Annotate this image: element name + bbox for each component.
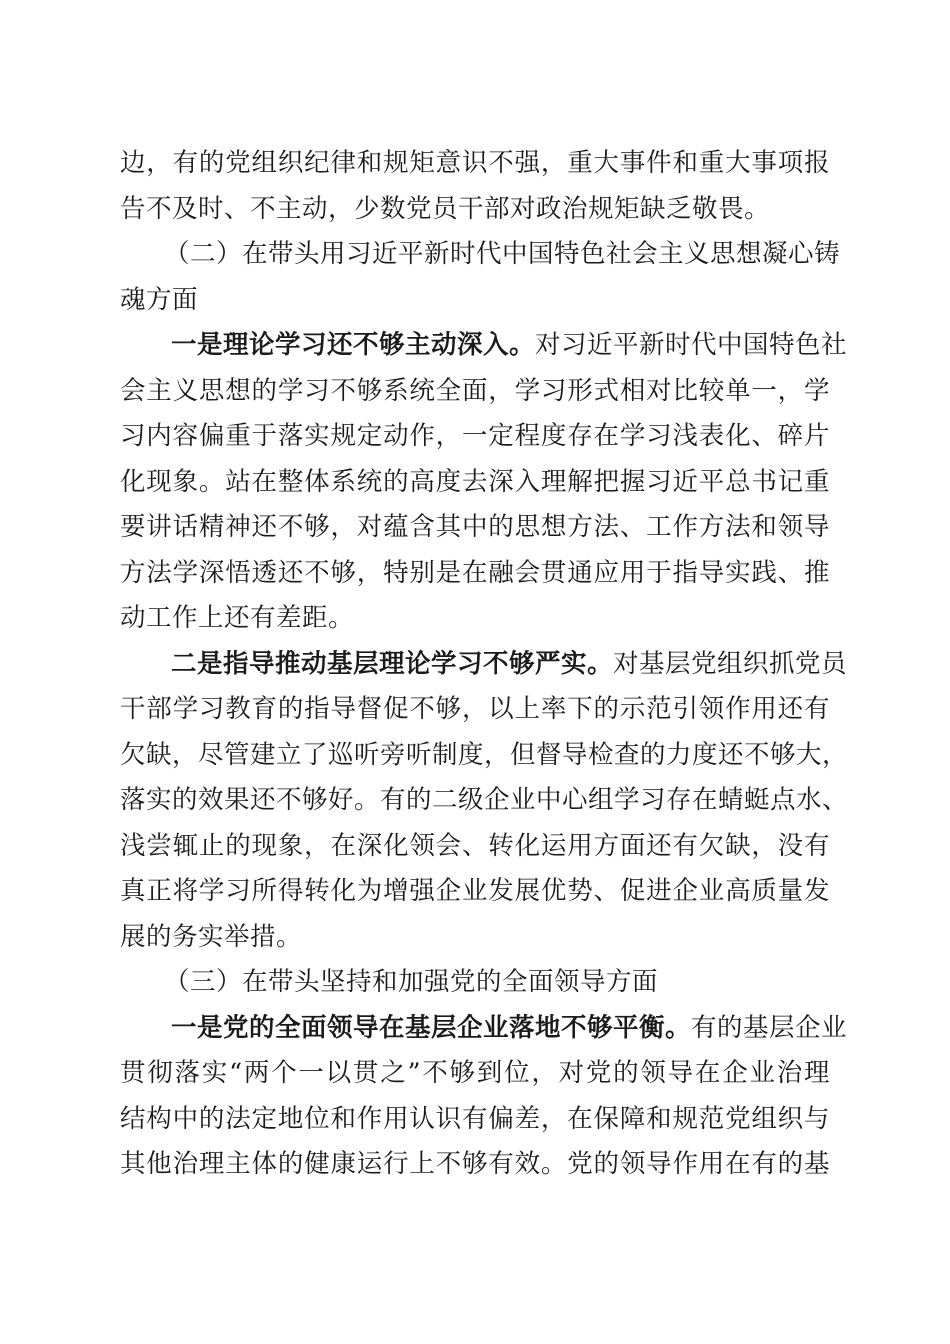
text-line: 边，有的党组织纪律和规矩意识不强，重大事件和重大事项报 xyxy=(120,148,830,178)
text-line: 干部学习教育的指导督促不够，以上率下的示范引领作用还有 xyxy=(120,694,830,724)
text-line: 其他治理主体的健康运行上不够有效。党的领导作用在有的基 xyxy=(120,1149,830,1179)
text-line: 化现象。站在整体系统的高度去深入理解把握习近平总书记重 xyxy=(120,466,830,497)
text-line: 展的务实举措。 xyxy=(120,921,303,952)
point-text: 对习近平新时代中国特色社 xyxy=(535,330,848,360)
point-theory-study xyxy=(120,323,848,642)
point-party-leadership xyxy=(120,1006,848,1188)
text-line: 浅尝辄止的现象，在深化领会、转化运用方面还有欠缺，没有 xyxy=(120,830,830,861)
heading-line: 魂方面 xyxy=(120,284,199,315)
text-line: 要讲话精神还不够，对蕴含其中的思想方法、工作方法和领导 xyxy=(120,512,830,542)
document-page xyxy=(120,141,849,1188)
text-line: 结构中的法定地位和作用认识有偏差，在保障和规范党组织与 xyxy=(120,1103,830,1134)
text-line xyxy=(120,1006,848,1052)
text-line: 动工作上还有差距。 xyxy=(120,603,355,633)
point-lead: 一是理论学习还不够主动深入。 xyxy=(171,330,536,360)
text-line: 贯彻落实“两个一以贯之”不够到位，对党的领导在企业治理 xyxy=(120,1058,830,1088)
text-line: 真正将学习所得转化为增强企业发展优势、促进企业高质量发 xyxy=(120,876,830,906)
text-line: 会主义思想的学习不够系统全面，学习形式相对比较单一，学 xyxy=(120,375,830,406)
section-heading-2 xyxy=(120,232,841,323)
text-line xyxy=(120,323,848,369)
heading-line: （三）在带头坚持和加强党的全面领导方面 xyxy=(164,967,659,997)
section-heading-3 xyxy=(120,960,830,1006)
text-line xyxy=(120,642,848,688)
point-lead: 二是指导推动基层理论学习不够严实。 xyxy=(171,648,614,679)
text-line: 落实的效果还不够好。有的二级企业中心组学习存在蜻蜓点水、 xyxy=(120,785,849,815)
point-text: 对基层党组织抓党员 xyxy=(613,648,848,679)
point-lead: 一是党的全面领导在基层企业落地不够平衡。 xyxy=(171,1012,692,1043)
paragraph-continuation xyxy=(120,141,830,232)
point-grassroots-guidance xyxy=(120,642,849,961)
text-line: 告不及时、不主动，少数党员干部对政治规矩缺乏敬畏。 xyxy=(120,193,771,224)
point-text: 有的基层企业 xyxy=(691,1012,848,1043)
text-line: 方法学深悟透还不够，特别是在融会贯通应用于指导实践、推 xyxy=(120,557,830,588)
text-line: 欠缺，尽管建立了巡听旁听制度，但督导检查的力度还不够大， xyxy=(120,739,849,770)
heading-line: （二）在带头用习近平新时代中国特色社会主义思想凝心铸 xyxy=(164,239,841,269)
text-line: 习内容偏重于落实规定动作，一定程度存在学习浅表化、碎片 xyxy=(120,421,830,451)
